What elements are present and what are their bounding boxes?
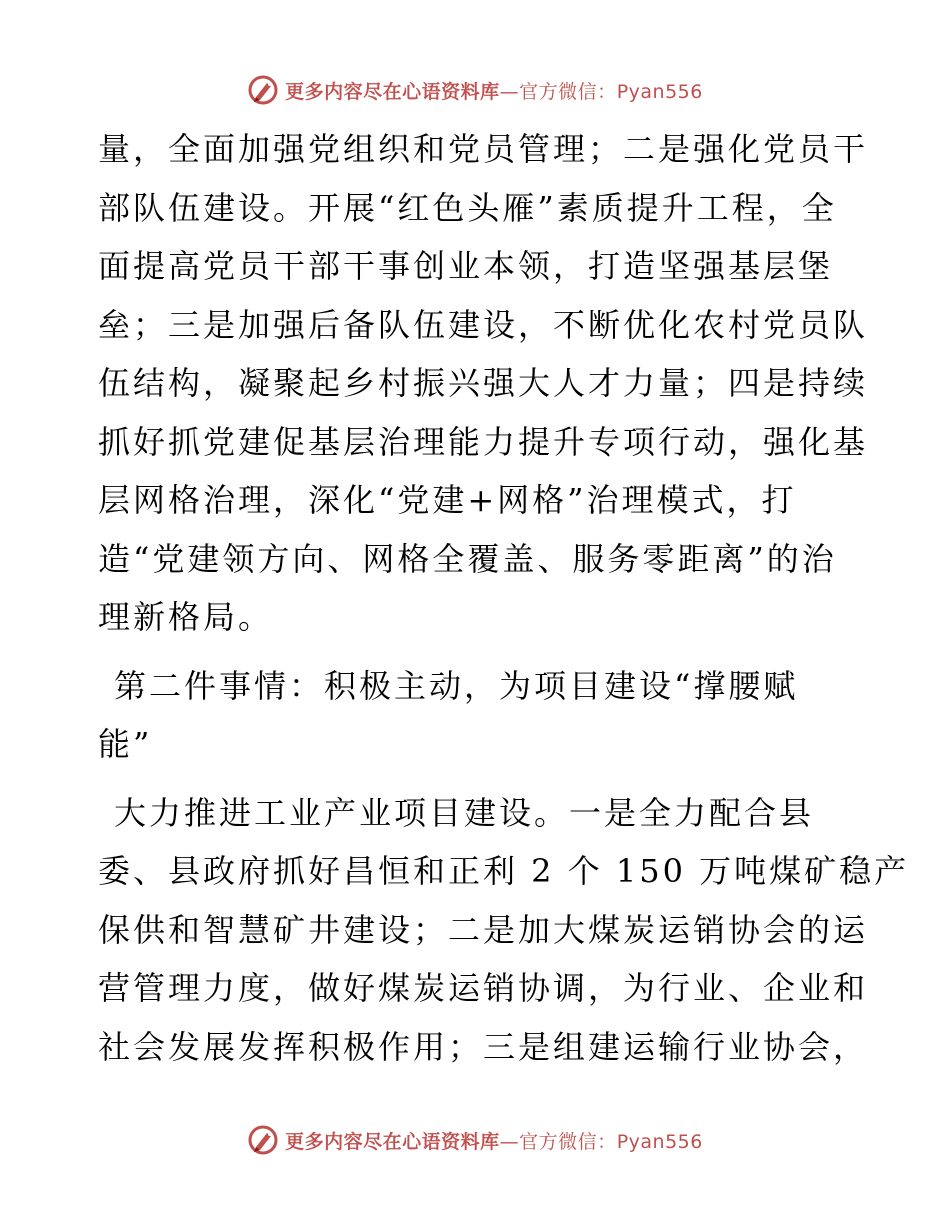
document-body xyxy=(98,120,910,1076)
header-watermark xyxy=(0,70,950,110)
pen-logo-icon xyxy=(247,1124,279,1156)
watermark-wechat-label: 官方微信： xyxy=(519,80,617,103)
watermark-site: 更多内容尽在心语资料库 xyxy=(285,1130,500,1153)
text-line: 面提高党员干部干事创业本领，打造坚强基层堡 xyxy=(98,247,834,285)
heading-line: 第二件事情：积极主动，为项目建设“撑腰赋 xyxy=(114,666,799,705)
footer-watermark xyxy=(0,1120,950,1160)
text-line: 量，全面加强党组织和党员管理；二是强化党员干 xyxy=(98,130,869,168)
text-line: 层网格治理，深化“党建+网格”治理模式，打 xyxy=(98,481,797,519)
text-line: 垒；三是加强后备队伍建设，不断优化农村党员队 xyxy=(98,305,869,344)
watermark-dash: — xyxy=(499,1130,520,1153)
text-line: 保供和智慧矿井建设；二是加大煤炭运销协会的运 xyxy=(98,910,869,949)
text-line: 理新格局。 xyxy=(98,598,274,636)
watermark-text xyxy=(285,77,703,104)
section-heading xyxy=(98,657,858,774)
text-line: 抓好抓党建促基层治理能力提升专项行动，强化基 xyxy=(98,422,869,461)
watermark-wechat-label: 官方微信： xyxy=(519,1130,617,1153)
watermark-dash: — xyxy=(499,80,520,103)
heading-line: 能” xyxy=(98,725,153,763)
text-line: 伍结构，凝聚起乡村振兴强大人才力量；四是持续 xyxy=(98,364,869,402)
watermark-wechat-id: Pyan556 xyxy=(616,1130,703,1153)
text-line: 造“党建领方向、网格全覆盖、服务零距离”的治 xyxy=(98,539,837,578)
text-line: 社会发展发挥积极作用；三是组建运输行业协会， xyxy=(98,1027,869,1066)
text-line: 营管理力度，做好煤炭运销协调，为行业、企业和 xyxy=(98,969,869,1007)
text-line: 大力推进工业产业项目建设。一是全力配合县 xyxy=(114,793,815,832)
paragraph-1 xyxy=(98,120,869,647)
pen-logo-icon xyxy=(247,74,279,106)
watermark-text xyxy=(285,1127,703,1154)
watermark-wechat-id: Pyan556 xyxy=(616,80,703,103)
text-line: 委、县政府抓好昌恒和正利 2 个 150 万吨煤矿稳产 xyxy=(98,852,910,890)
text-line: 部队伍建设。开展“红色头雁”素质提升工程，全 xyxy=(98,188,837,227)
watermark-site: 更多内容尽在心语资料库 xyxy=(285,80,500,103)
paragraph-3 xyxy=(98,784,910,1077)
